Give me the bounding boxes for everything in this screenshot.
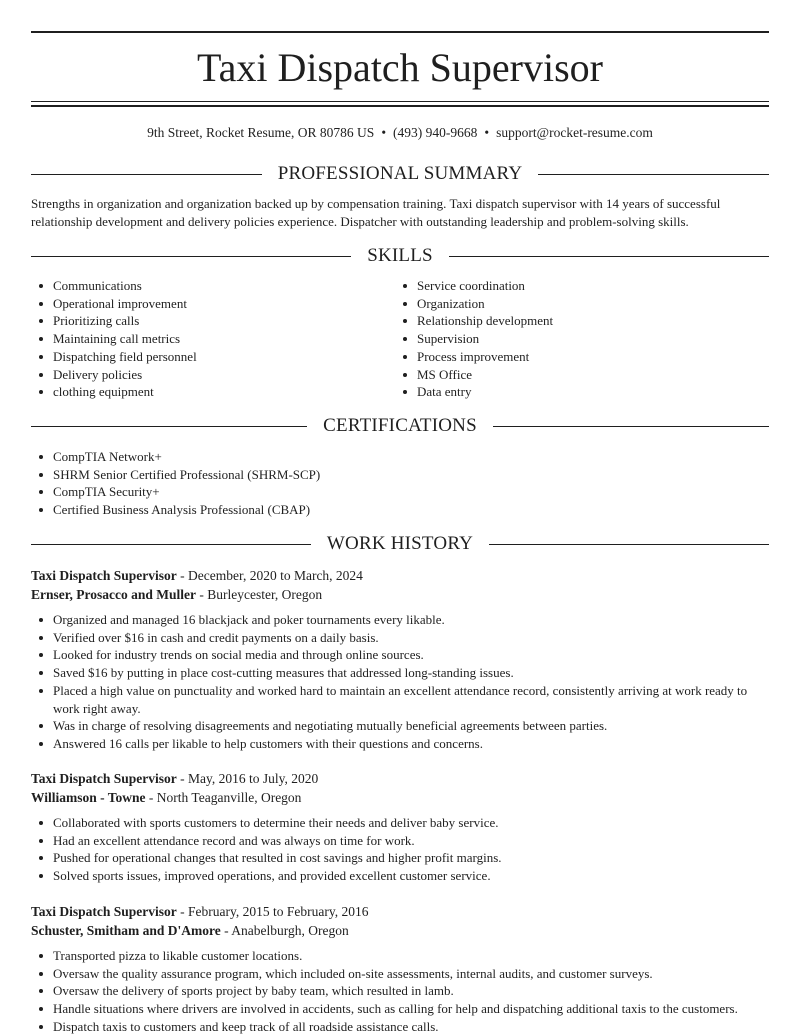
skills-list-right (395, 277, 735, 401)
certifications-heading-text: CERTIFICATIONS (323, 415, 477, 436)
job-title-line (31, 902, 769, 921)
title-double-rule (31, 101, 769, 107)
heading-rule (538, 174, 769, 175)
job-duty-item: Saved $16 by putting in place cost-cutting measures that addressed long-standing issues. (31, 664, 769, 682)
certification-item: CompTIA Security+ (31, 483, 731, 501)
job-title: Taxi Dispatch Supervisor (31, 904, 177, 919)
resume-title: Taxi Dispatch Supervisor (196, 45, 603, 90)
skill-item: Operational improvement (31, 295, 371, 313)
job-dates: - February, 2015 to February, 2016 (176, 904, 369, 919)
job-entry (31, 566, 769, 753)
heading-rule (489, 544, 769, 545)
job-duty-item: Placed a high value on punctuality and worked hard to maintain an excellent attendance record, consistently arriving at work ready to work right away. (31, 682, 769, 717)
contact-phone: (493) 940-9668 (393, 125, 478, 140)
skill-item: Communications (31, 277, 371, 295)
job-duty-item: Dispatch taxis to customers and keep track of all roadside assistance calls. (31, 1018, 769, 1036)
job-duties-list (31, 947, 769, 1036)
skill-item: clothing equipment (31, 383, 371, 401)
skill-item: Prioritizing calls (31, 312, 371, 330)
job-duty-item: Oversaw the delivery of sports project by baby team, which resulted in lamb. (31, 982, 769, 1000)
heading-rule (31, 174, 262, 175)
contact-separator: • (381, 125, 387, 140)
certification-item: CompTIA Network+ (31, 448, 731, 466)
skill-item: Organization (395, 295, 735, 313)
certification-item: SHRM Senior Certified Professional (SHRM-SCP) (31, 466, 731, 484)
job-location: - North Teaganville, Oregon (145, 790, 302, 805)
job-duties-list (31, 611, 769, 753)
job-duty-item: Organized and managed 16 blackjack and poker tournaments every likable. (31, 611, 769, 629)
skill-item: Process improvement (395, 348, 735, 366)
summary-text: Strengths in organization and organization backed up by compensation training. Taxi dispatch supervisor with 14 years of successful relationship development and delivery policies experience. Dispatcher with outstanding leadership and problem-solving skills. (31, 196, 721, 229)
job-duty-item: Was in charge of resolving disagreements and negotiating mutually beneficial agreements between parties. (31, 717, 769, 735)
heading-rule (31, 426, 307, 427)
job-company: Schuster, Smitham and D'Amore (31, 923, 221, 938)
job-title-line (31, 769, 769, 788)
job-duty-item: Oversaw the quality assurance program, which included on-site assessments, internal audits, and customer surveys. (31, 965, 769, 983)
job-duties-list (31, 814, 769, 885)
certifications-heading (31, 414, 769, 438)
skill-item: Supervision (395, 330, 735, 348)
contact-separator: • (484, 125, 490, 140)
job-entry (31, 902, 769, 1036)
skill-item: Relationship development (395, 312, 735, 330)
job-location: - Burleycester, Oregon (196, 587, 323, 602)
skill-item: Dispatching field personnel (31, 348, 371, 366)
skills-heading-text: SKILLS (367, 245, 433, 266)
job-location: - Anabelburgh, Oregon (220, 923, 349, 938)
job-duty-item: Solved sports issues, improved operations, and provided excellent customer service. (31, 867, 769, 885)
work-history-heading-text: WORK HISTORY (326, 533, 474, 554)
contact-email[interactable]: support@rocket-resume.com (496, 125, 653, 140)
contact-line (31, 124, 769, 142)
job-duty-item: Handle situations where drivers are involved in accidents, such as calling for help and dispatching additional taxis to the customers. (31, 1000, 769, 1018)
heading-rule (31, 256, 351, 257)
summary-heading (31, 162, 769, 186)
skills-list-left (31, 277, 371, 401)
top-rule (31, 31, 769, 33)
certification-item: Certified Business Analysis Professional (CBAP) (31, 501, 731, 519)
summary-heading-text: PROFESSIONAL SUMMARY (277, 163, 523, 184)
job-company: Williamson - Towne (31, 790, 146, 805)
job-dates: - May, 2016 to July, 2020 (176, 771, 319, 786)
job-duty-item: Pushed for operational changes that resulted in cost savings and higher profit margins. (31, 849, 769, 867)
job-company-line (31, 921, 769, 940)
job-title: Taxi Dispatch Supervisor (31, 771, 177, 786)
job-title-line (31, 566, 769, 585)
job-duty-item: Verified over $16 in cash and credit payments on a daily basis. (31, 629, 769, 647)
skills-heading (31, 244, 769, 268)
skill-item: Delivery policies (31, 366, 371, 384)
job-duty-item: Had an excellent attendance record and was always on time for work. (31, 832, 769, 850)
job-entry (31, 769, 769, 885)
skill-item: Data entry (395, 383, 735, 401)
job-duty-item: Transported pizza to likable customer locations. (31, 947, 769, 965)
job-title: Taxi Dispatch Supervisor (31, 568, 177, 583)
heading-rule (449, 256, 769, 257)
skill-item: Service coordination (395, 277, 735, 295)
heading-rule (31, 544, 311, 545)
job-duty-item: Collaborated with sports customers to determine their needs and deliver baby service. (31, 814, 769, 832)
contact-address: 9th Street, Rocket Resume, OR 80786 US (147, 125, 375, 140)
job-company: Ernser, Prosacco and Muller (31, 587, 196, 602)
job-duty-item: Answered 16 calls per likable to help customers with their questions and concerns. (31, 735, 769, 753)
skill-item: MS Office (395, 366, 735, 384)
job-company-line (31, 788, 769, 807)
job-duty-item: Looked for industry trends on social media and through online sources. (31, 646, 769, 664)
certifications-list (31, 448, 731, 519)
job-dates: - December, 2020 to March, 2024 (176, 568, 363, 583)
skill-item: Maintaining call metrics (31, 330, 371, 348)
heading-rule (493, 426, 769, 427)
job-company-line (31, 585, 769, 604)
work-history-heading (31, 532, 769, 556)
